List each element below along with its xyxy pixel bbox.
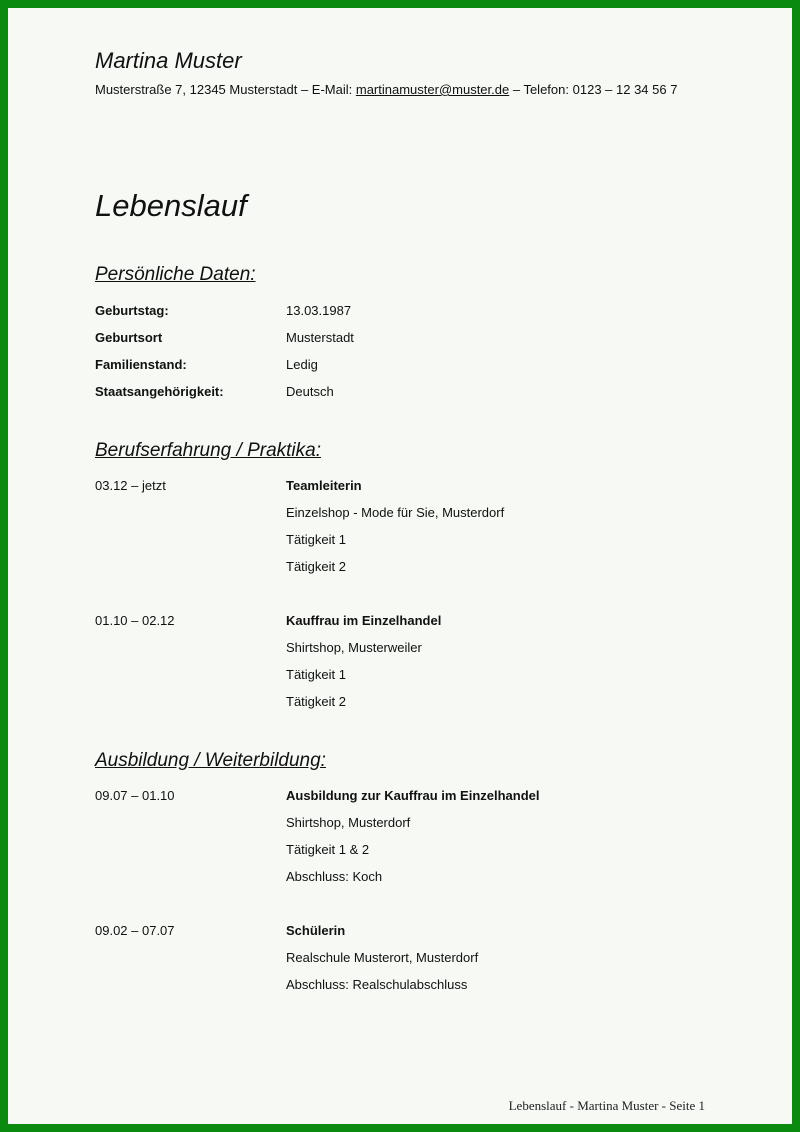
page-footer: Lebenslauf - Martina Muster - Seite 1 — [508, 1098, 705, 1113]
field-value: 13.03.1987 — [286, 303, 352, 318]
entry-line — [0, 977, 800, 995]
entry-line — [0, 532, 800, 550]
entry-title: Teamleiterin — [286, 478, 362, 493]
field-label: Staatsangehörigkeit: — [95, 384, 224, 399]
education-entry-title-row — [0, 923, 800, 941]
applicant-name: Martina Muster — [95, 48, 242, 73]
entry-period: 01.10 – 02.12 — [95, 613, 175, 628]
education-entry-title-row — [0, 788, 800, 806]
section-heading-personal: Persönliche Daten: — [95, 264, 256, 285]
entry-line-text: Shirtshop, Musterweiler — [286, 640, 422, 655]
separator: – — [512, 82, 524, 97]
entry-period: 09.07 – 01.10 — [95, 788, 175, 803]
experience-entry-title-row — [0, 478, 800, 496]
entry-title: Kauffrau im Einzelhandel — [286, 613, 442, 628]
entry-line-text: Realschule Musterort, Musterdorf — [286, 950, 479, 965]
section-heading-education: Ausbildung / Weiterbildung: — [95, 750, 326, 771]
document-title: Lebenslauf — [95, 188, 247, 223]
entry-line — [0, 950, 800, 968]
field-value: Musterstadt — [286, 330, 354, 345]
entry-line — [0, 640, 800, 658]
personal-row — [0, 384, 800, 402]
entry-line-text: Abschluss: Koch — [286, 869, 383, 884]
separator: – — [300, 82, 312, 97]
entry-line — [0, 694, 800, 712]
entry-line-text: Einzelshop - Mode für Sie, Musterdorf — [286, 505, 505, 520]
entry-line-text: Tätigkeit 1 — [286, 667, 346, 682]
entry-line — [0, 559, 800, 577]
entry-period: 03.12 – jetzt — [95, 478, 166, 493]
entry-period: 09.02 – 07.07 — [95, 923, 175, 938]
personal-row — [0, 330, 800, 348]
personal-row — [0, 303, 800, 321]
experience-entry-title-row — [0, 613, 800, 631]
entry-line-text: Tätigkeit 1 — [286, 532, 346, 547]
phone-number: 0123 – 12 34 56 7 — [572, 82, 678, 97]
field-value: Ledig — [286, 357, 318, 372]
entry-line-text: Shirtshop, Musterdorf — [286, 815, 411, 830]
field-label: Geburtsort — [95, 330, 163, 345]
field-label: Familienstand: — [95, 357, 187, 372]
email-label: E-Mail: — [311, 82, 353, 97]
entry-line-text: Tätigkeit 2 — [286, 694, 346, 709]
entry-line-text: Tätigkeit 2 — [286, 559, 346, 574]
phone-label: Telefon: — [523, 82, 569, 97]
email-link[interactable]: martinamuster@muster.de — [355, 82, 510, 97]
entry-line — [0, 815, 800, 833]
field-label: Geburtstag: — [95, 303, 169, 318]
entry-line — [0, 869, 800, 887]
contact-line — [95, 82, 677, 97]
entry-title: Ausbildung zur Kauffrau im Einzelhandel — [286, 788, 540, 803]
entry-line-text: Abschluss: Realschulabschluss — [286, 977, 468, 992]
entry-line — [0, 505, 800, 523]
personal-row — [0, 357, 800, 375]
entry-title: Schülerin — [286, 923, 346, 938]
entry-line — [0, 842, 800, 860]
field-value: Deutsch — [286, 384, 334, 399]
entry-line-text: Tätigkeit 1 & 2 — [286, 842, 370, 857]
entry-line — [0, 667, 800, 685]
address: Musterstraße 7, 12345 Musterstadt — [95, 82, 298, 97]
section-heading-experience: Berufserfahrung / Praktika: — [95, 440, 321, 461]
